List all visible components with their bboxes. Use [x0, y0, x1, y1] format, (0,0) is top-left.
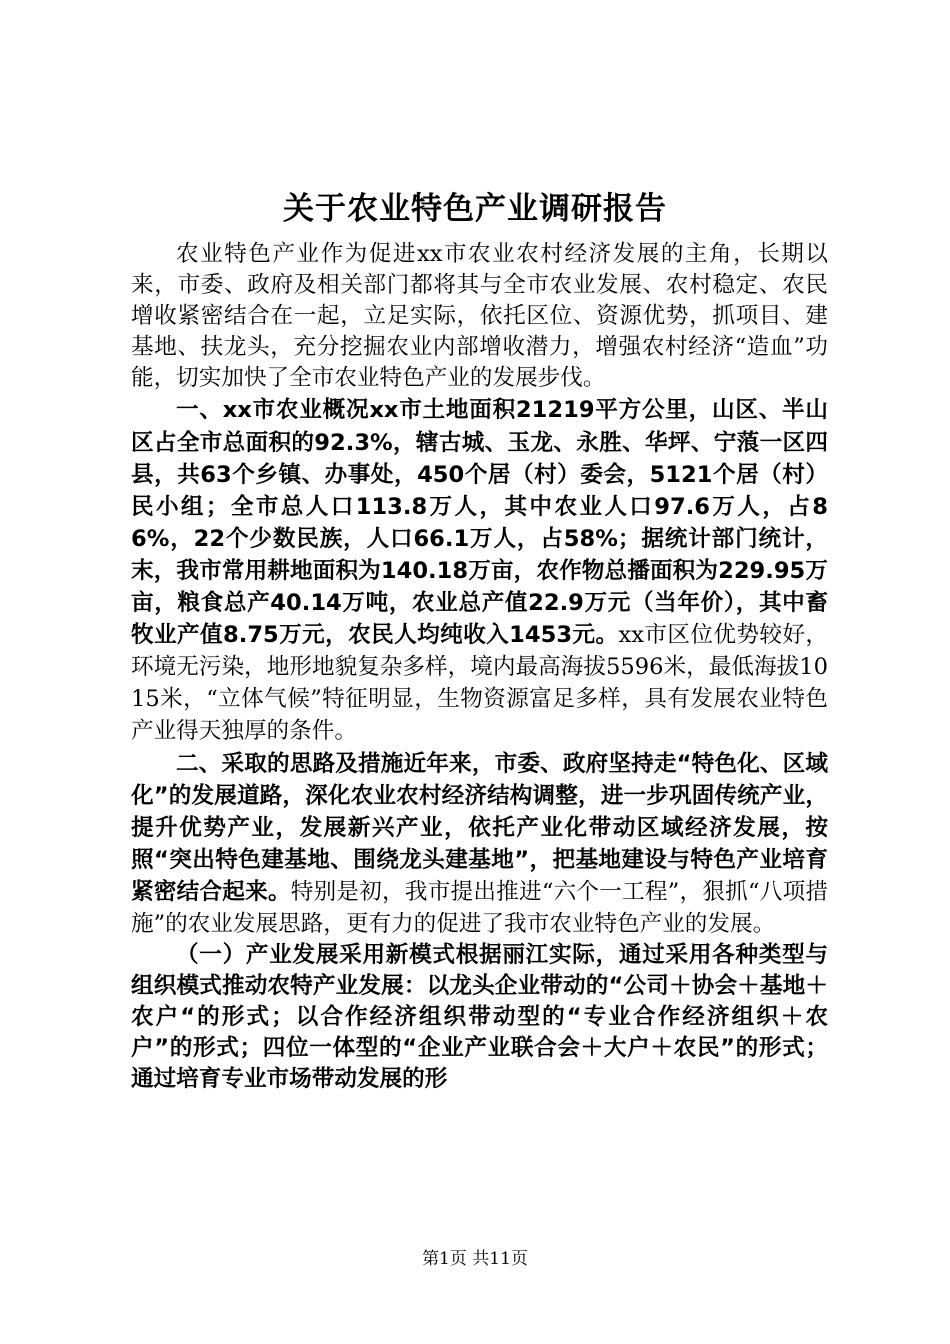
paragraph-subsection-1-text: （一）产业发展采用新模式根据丽江实际，通过采用各种类型与组织模式推动农特产业发展：以龙头企业带动的“公司＋协会＋基地＋农户“的形式；以合作经济组织带动型的“专业合作经济组织＋农户”的形式；四位一体型的“企业产业联合会＋大户＋农民”的形式；通过培育专业市场带动发展的形 — [131, 942, 828, 1093]
paragraph-section-1-heading-text: 一、xx市农业概况xx市土地面积21219平方公里，山区、半山区占全市总面积的92.3%，辖古城、玉龙、永胜、华坪、宁蒗一区四县，共63个乡镇、办事处，450个居（村）委会，5121个居（村）民小组；全市总人口113.8万人，其中农业人口97.6万人，占86%，22个少数民族，人口66.1万人，占58%；据统计部门统计，末，我市常用耕地面积为140.18万亩，农作物总播面积为229.95万亩，粮食总产40.14万吨，农业总产值22.9万元（当年价），其中畜牧业产值8.75万元，农民人均纯收入1453元。 — [131, 397, 828, 649]
page-number-footer: 第1页 共11页 — [422, 1249, 528, 1269]
document-title: 关于农业特色产业调研报告 — [283, 191, 667, 227]
paragraph-section-2-heading-text: 二、采取的思路及措施近年来，市委、政府坚持走“特色化、区域化”的发展道路，深化农业农村经济结构调整，进一步巩固传统产业，提升优势产业，发展新兴产业，依托产业化带动区域经济发展，按照“突出特色建基地、围绕龙头建基地”，把基地建设与特色产业培育紧密结合起来。 — [131, 750, 828, 905]
paragraph-section-2 — [131, 748, 828, 941]
paragraph-intro — [131, 239, 828, 394]
document-body — [131, 239, 828, 1096]
paragraph-section-2-body-text: 特别是初，我市提出推进“六个一工程”，狠抓“八项措施”的农业发展思路，更有力的促进了我市农业特色产业的发展。 — [131, 878, 828, 937]
paragraph-section-1 — [131, 394, 828, 747]
paragraph-section-1-body-text: xx市区位优势较好，环境无污染，地形地貌复杂多样，境内最高海拔5596米，最低海拔1015米，“立体气候”特征明显，生物资源富足多样，具有发展农业特色产业得天独厚的条件。 — [131, 622, 828, 745]
paragraph-subsection-1 — [131, 940, 828, 1095]
paragraph-intro-text: 农业特色产业作为促进xx市农业农村经济发展的主角，长期以来，市委、政府及相关部门都将其与全市农业发展、农村稳定、农民增收紧密结合在一起，立足实际，依托区位、资源优势，抓项目、建基地、扶龙头，充分挖掘农业内部增收潜力，增强农村经济“造血”功能，切实加快了全市农业特色产业的发展步伐。 — [131, 241, 828, 392]
